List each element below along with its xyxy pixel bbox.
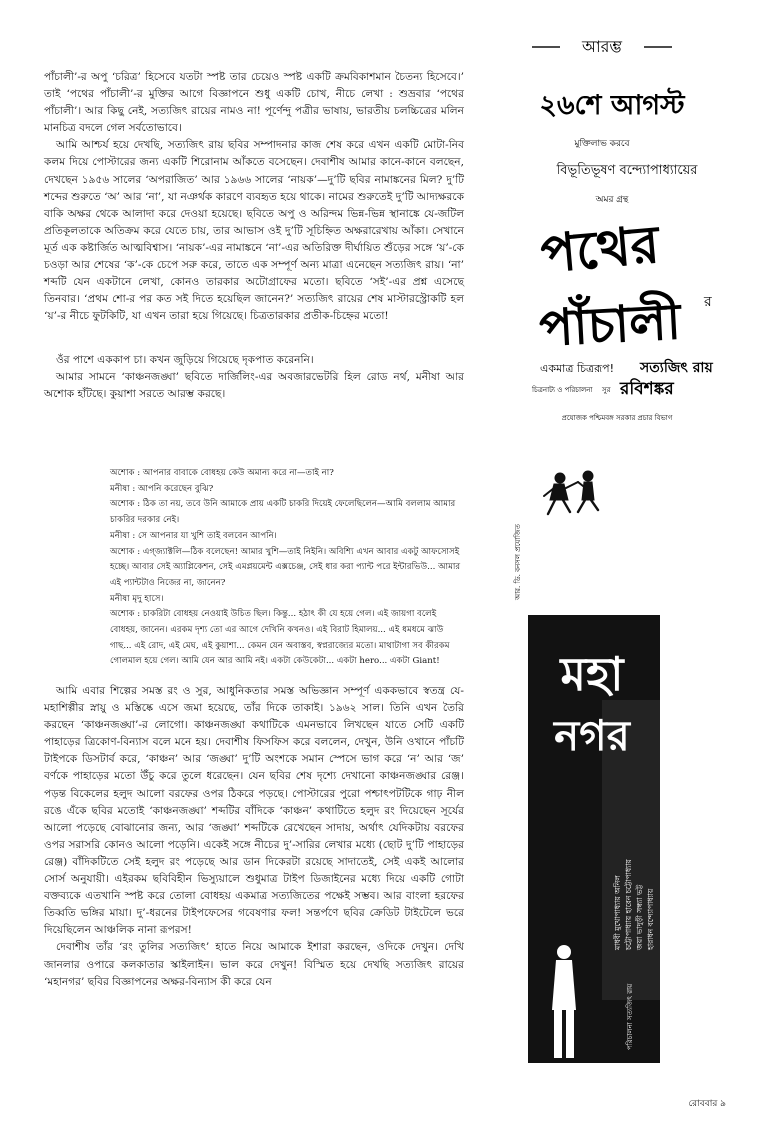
poster-column bbox=[492, 0, 762, 1090]
poster-line: একমাত্র চিত্ররূপ! bbox=[540, 362, 614, 375]
poster-music: রবিশঙ্কর bbox=[620, 379, 674, 399]
posters-graphic bbox=[492, 0, 762, 1090]
poster-date: ২৬শে আগস্ট bbox=[539, 90, 685, 121]
poster-title-bottom: পাঁচালী bbox=[537, 292, 683, 358]
poster-director: সত্যজিৎ রায় bbox=[640, 360, 713, 376]
poster-cast: চট্টোপাধ্যায় হারেন চট্টোপাধ্যায় bbox=[624, 859, 633, 950]
mahanagar-poster bbox=[514, 523, 660, 1063]
poster-presenter: আর. ডি. বনসল প্রযোজিত bbox=[514, 524, 522, 600]
screenplay-excerpt bbox=[110, 466, 462, 670]
article-paragraph: পাঁচালী’-র অপু ‘চরিত্র’ হিসেবে যতটা স্পষ্ট তার চেয়েও স্পষ্ট একটি ক্রমবিকাশমান চৈতন্য হিসেবে।’ তাই ‘পথের পাঁচালী’-র মুক্তির আগে বিজ্ঞাপনে শুধু একটি চোখ, নীচে লেখা : শুভ্রবার ‘পথের পাঁচালী’। আর কিছু নেই, সত্যজিৎ রায়ের নামও না! পূর্ণেন্দু পত্রীর ভাষায়, ভারতীয় চলচ্চিত্রের মলিন মানচিত্র বদলে গেল সর্বতোভাবে। bbox=[44, 71, 464, 135]
dialogue-line: মনীষা : আপনি করেছেন বুঝি? bbox=[110, 483, 214, 494]
poster-cast: জয়া ভাদুড়ী সন্ধ্যা ভট্ট bbox=[635, 884, 644, 950]
poster-credits: পরিচালনা সত্যজিৎ রায় bbox=[626, 983, 634, 1050]
dialogue-line: অশোক : চাকরিটা বোধহয় নেওয়াই উচিত ছিল। কিন্তু... হঠাৎ কী যে হয়ে গেল। এই জায়গা বলেই বোধহয়, জানেন। এরকম দৃশ্য তো এর আগে দেখিনি কখনও। এই বিরাট হিমালয়... এই ধমধমে ঝাউ গাছ... এই রোদ, এই মেঘ, এই কুয়াশা... কেমন যেন অবাস্তব, স্বপ্নরাজ্যের মতো। মাথাটাগা সব কীরকম গোলমাল হয়ে গেল। আমি যেন আর আমি নই। একটা কেউকেটা... একটা hero... একটা Giant! bbox=[110, 609, 450, 667]
poster-title-bottom: নগর bbox=[554, 711, 630, 760]
poster-cast: মাধবী মুখোপাধ্যায় অনিল bbox=[613, 875, 622, 950]
article-paragraph: আমি আশ্চর্য হয়ে দেখছি, সত্যজিৎ রায় ছবির সম্পাদনার কাজ শেষ করে এখন একটি মোটা-নিব কলম দিয়ে পোস্টারের জন্য একটি শিরোনাম আঁকতে বসেছেন। দেবাশীষ আমার কানে-কানে বলছেন, দেখছেন ১৯৫৬ সালের ‘অপরাজিত’ আর ১৯৬৬ সালের ‘নায়ক’—দু’টি ছবির নামাঙ্কনের মিল? দু’টি শব্দের শুরুতে ‘অ’ আর ‘না’, যা নঞর্থক কারণে ব্যবহৃত হয়ে থাকে। নামের শুরুতেই দু’টি আদ্যক্ষরকে বাকি অক্ষর থেকে আলাদা করে দেওয়া হয়েছে। ছবিতে অপু ও অরিন্দম ভিন্ন-ভিন্ন স্থানাঙ্কে যে-জটিল প্রতিকূলতাকে অতিক্রম করে যেতে চায়, তার আভাস ওই দু’টি সূচিহ্নিত অক্ষরারেখায় আঁকা। সেখানে মূর্ত এক কষ্টার্জিত আত্মবিশ্বাস। ‘নায়ক’-এর নামাঙ্কনে ‘না’-এর অতিরিক্ত দীর্ঘায়িত শুঁড়ের সঙ্গে ‘য়’-কে চওড়া আর শেষের ‘ক’-কে চেপে সরু করে, তাতে এক সম্পূর্ণ অন্য মাত্রা এনেছেন সত্যজিৎ রায়। ‘না’ শব্দটি যেন একটানে লেখা, কোনও তারকার অটোগ্রাফের মতো। ছবিতে ‘সই’-এর প্রশ্ন এসেছে তিনবার। ‘প্রথম শো-র পর কত সই দিতে হয়েছিল জানেন?’ সত্যজিৎ রায়ের শেষ মাস্টারস্ট্রোকটি হল ‘য়’-র নীচে ফুটকিটি, যা এখন তারা হয়ে গিয়েছে। চিত্রতারকার প্রতীক-চিহ্নের মতো! bbox=[44, 139, 464, 323]
article-paragraph: দেবাশীষ তাঁর ‘রং তুলির সত্যজিৎ’ হাতে নিয়ে আমাকে ইশারা করছেন, ওদিকে দেখুন। দেখি জানলার ওপারে কলকাতার স্কাইলাইন। ভাল করে দেখুন! বিস্মিত হয়ে দেখছি সত্যজিৎ রায়ের ‘মহানগর’ ছবির বিজ্ঞাপনের অক্ষর-বিন্যাস কী করে যেন bbox=[44, 941, 464, 988]
poster-title-top: মহা bbox=[560, 647, 624, 701]
dialogue-line: মনীষা মৃদু হাসে। bbox=[110, 593, 164, 604]
article-paragraph: ওঁর পাশে এককাপ চা। কখন জুড়িয়ে গিয়েছে দৃকপাত করেননি। bbox=[56, 354, 314, 366]
poster-arambha: আরম্ভ bbox=[581, 37, 623, 56]
dialogue-line: অশোক : এগ্জ্যাক্টলি—ঠিক বলেছেন! আমার খুশি—তাই নিইনি। অবিশ্যি এখন আবার একটু আফসোসই হচ্ছে। আবার সেই অ্যাপ্লিকেশন, সেই এমপ্লয়মেন্ট এক্সচেঞ্জ, সেই ধার করা প্যান্ট পরে ইন্টারভিউ... আমার এই প্যান্টটাও নিজের না, জানেন? bbox=[110, 546, 461, 588]
article-mid bbox=[44, 352, 464, 403]
pather-panchali-poster bbox=[531, 37, 713, 514]
page-number: রোববার ৯ bbox=[688, 1099, 726, 1109]
poster-author: বিভূতিভূষণ বন্দ্যোপাধ্যায়ের bbox=[556, 163, 698, 178]
article-lead bbox=[44, 69, 464, 325]
poster-cast: হারাধন বন্দ্যোপাধ্যায় bbox=[646, 888, 655, 950]
poster-music-label: সুর bbox=[602, 386, 611, 394]
dialogue-line: অশোক : আপনার বাবাকে বোধহয় কেউ অমান্য করে না—তাই না? bbox=[110, 468, 334, 478]
dialogue-line: মনীষা : সে আপনার যা খুশি তাই বলবেন আপনি। bbox=[110, 530, 277, 541]
article-tail bbox=[44, 683, 464, 991]
article-paragraph: আমার সামনে ‘কাঞ্চনজঙ্ঘা’ ছবিতে দার্জিলিং-এর অবজারভেটরি হিল রোড নর্থ, মনীষা আর অশোক হাঁটছে। কুয়াশা সরতে আরম্ভ করছে। bbox=[44, 371, 464, 401]
article-paragraph: আমি এবার শিল্পের সমস্ত রং ও সুর, আধুনিকতার সমস্ত অভিজ্ঞান সম্পূর্ণ এককভাবে স্বতন্ত্র যে-মহাশিল্পীর স্নায়ু ও মস্তিষ্কে এসে জমা হয়েছে, তাঁর দিকে তাকাই। ১৯৬২ সাল। তিনি এখন তৈরি করছেন ‘কাঞ্চনজঙ্ঘা’-র লোগো। কাঞ্চনজঙ্ঘা কথাটিকে এমনভাবে লিখছেন যাতে সেটি একটি পাহাড়ের ত্রিকোণ-বিন্যাস বলে মনে হয়। দেবাশীষ ফিসফিস করে বললেন, দেখুন, উনি ওখানে পাঁচটি টাইপকে ডিসটার্ব করে, ‘কাঞ্চন’ আর ‘জঙ্ঘা’ দু’টি অংশকে সমান স্পেসে ভাগ করে ‘ন’ আর ‘জ’ বর্ণকে পাহাড়ের মতো উঁচু করে তুলে ধরেছেন। যেন ছবির শেষ দৃশ্যে দেখানো কাঞ্চনজঙ্ঘার রেঞ্জ। পড়ন্ত বিকেলের হলুদ আলো বরফের ওপর ঠিকরে পড়ছে। পোস্টারের পুরো পশ্চাৎপটটিকে গাঢ় নীল রঙে এঁকে ছবির মতোই ‘কাঞ্চনজঙ্ঘা’ শব্দটির বাঁদিকে ‘কাঞ্চন’ কথাটিতে হলুদ রং দিয়েছেন সূর্যের আলো পড়েছে বোঝানোর জন্য, আর ‘জঙ্ঘা’ শব্দটিকে রেখেছেন সাদায়, অর্থাৎ যেদিকটায় বরফের ওপর সরাসরি কোনও আলো পড়েনি। একেই সঙ্গে নীচের দু’-সারির লেখার মধ্যে (ছোট দু’টি পাহাড়ের রেঞ্জ) বাঁদিকটিতে সেই হলুদ রং পড়েছে আর ডান দিকেরটা রয়েছে সাদাতেই, সেই একই আলোর সোর্স অনুযায়ী। এইরকম ছবিবিহীন ভিস্যুয়ালে শুধুমাত্র টাইপ ডিজাইনের মধ্যে দিয়ে একটি গোটা বক্তব্যকে এতখানি স্পষ্ট করে তোলা বোধহয় একমাত্র সত্যজিতের পক্ষেই সম্ভব। আর বাংলা হরফের তিব্বতি ভঙ্গির মায়া। দু’-ধরনের টাইপফেসের গবেষণার ফল! সন্তর্পণে ছবির ক্রেডিট টাইটেলে ভরে দিয়েছিলেন আঞ্চলিক নানা রূপরস! bbox=[44, 685, 464, 937]
dialogue-line: অশোক : ঠিক তা নয়, তবে উনি আমাকে প্রায় একটি চাকরি দিয়েই ফেলেছিলেন—আমি বললাম আমার চাকরির দরকার নেই। bbox=[110, 499, 456, 526]
running-children-illustration bbox=[544, 471, 598, 514]
poster-credits: প্রযোজক পশ্চিমবঙ্গ সরকার প্রচার বিভাগ bbox=[561, 414, 673, 422]
poster-director-label: চিত্রনাট্য ও পরিচালনা bbox=[532, 386, 593, 394]
poster-title-suffix: র bbox=[704, 294, 712, 310]
poster-line: অমর গ্রন্থ bbox=[595, 195, 629, 205]
poster-title-top: পথের bbox=[538, 214, 662, 286]
poster-line: মুক্তিলাভ করবে bbox=[574, 139, 630, 149]
